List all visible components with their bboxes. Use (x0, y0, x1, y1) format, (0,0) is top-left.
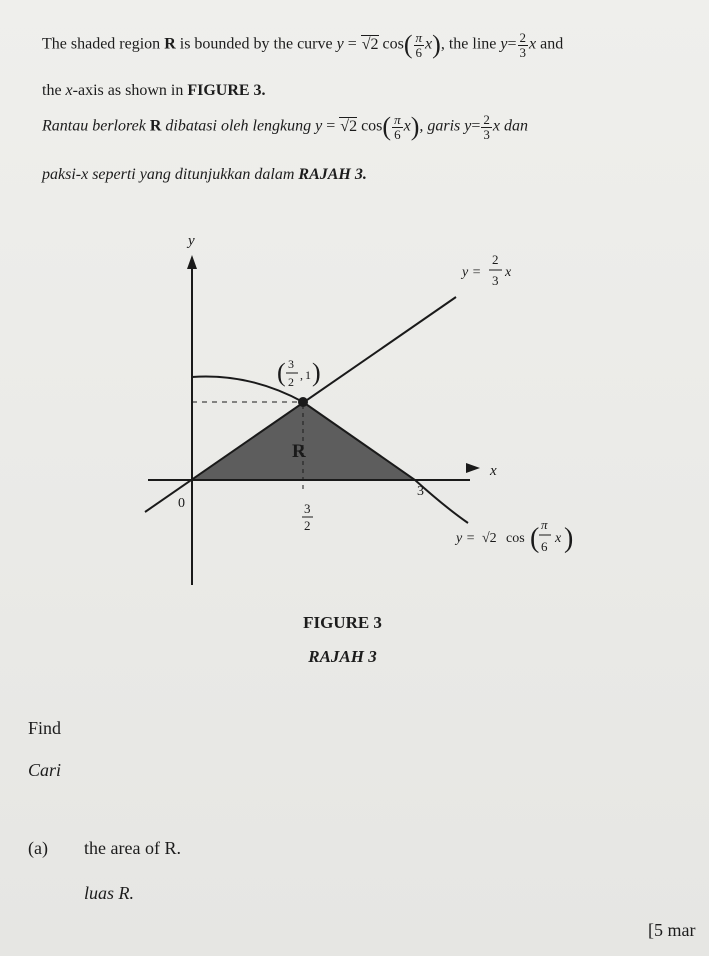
eq-var: x (425, 35, 433, 53)
part-a-text: the area of R. (84, 838, 181, 858)
x-tick-3-2-label (302, 501, 313, 533)
eq-sign: = (471, 117, 481, 135)
svg-text:2: 2 (304, 518, 311, 533)
eq-frac-pi6: $\frac{\pi}{6}$ (415, 29, 423, 60)
eq-var: y (500, 35, 508, 53)
question-text-en-2 (42, 82, 266, 100)
curve-equation-label (454, 517, 573, 554)
svg-text:√2: √2 (482, 531, 497, 546)
text-segment: The shaded region (42, 35, 161, 53)
svg-text:(: ( (530, 523, 540, 554)
point-label (277, 357, 321, 389)
eq-var: x (492, 117, 501, 135)
eq-sign: = (347, 35, 357, 53)
origin-label: 0 (178, 496, 185, 511)
eq-cos: cos (382, 35, 404, 53)
svg-text:2: 2 (288, 375, 294, 389)
svg-text:2: 2 (492, 252, 499, 267)
text-segment: , the line (440, 35, 497, 53)
eq-sqrt: √2 (361, 35, 379, 53)
eq-frac-23: $\frac{2}{3}$ (519, 29, 527, 60)
eq-var: y (464, 117, 472, 135)
question-text-ms-2 (42, 166, 367, 184)
text-segment: dibatasi oleh lengkung (165, 117, 312, 135)
eq-sign: = (507, 35, 517, 53)
region-name: R (149, 117, 162, 135)
svg-text:,: , (300, 368, 303, 382)
x-axis-label: x (490, 463, 497, 479)
figure-caption: FIGURE 3 (303, 613, 382, 632)
text-segment: dan (504, 117, 529, 135)
svg-text:x: x (555, 531, 562, 546)
svg-text:(: ( (277, 358, 286, 387)
svg-text:): ) (312, 358, 321, 387)
eq-sqrt: √2 (340, 117, 358, 135)
intersection-point (298, 397, 308, 407)
svg-text:cos: cos (506, 531, 525, 546)
text-segment: , garis (419, 117, 461, 135)
svg-text:3: 3 (288, 357, 294, 371)
region-r-label: R (292, 441, 306, 462)
eq-var: y (336, 35, 344, 53)
text-segment: the (42, 82, 62, 99)
x-tick-3-label: 3 (417, 484, 424, 499)
svg-text:3: 3 (492, 273, 499, 288)
text-segment: and (540, 35, 564, 53)
x-axis-arrow (466, 463, 480, 473)
svg-text:y =: y = (456, 531, 476, 546)
find-label: Find (28, 718, 62, 738)
svg-text:π: π (541, 517, 548, 532)
line-equation-label (460, 252, 512, 288)
marks-label: [5 mar (648, 920, 696, 940)
question-text-ms-1: Rantau berlorek R dibatasi oleh lengkung y = √2 cos( $\frac{\pi}{6}$ x), garis y= $\frac{2}{3}$ x dan (42, 111, 529, 142)
region-name: R (164, 35, 176, 53)
eq-var: x (65, 82, 73, 99)
svg-text:y =: y = (462, 265, 482, 280)
cari-label: Cari (28, 760, 62, 780)
svg-text:1: 1 (305, 368, 311, 382)
question-text-en-1: The shaded region R is bounded by the curve y = √2 cos( $\frac{\pi}{6}$ x), the line y= $\frac{2}{3}$ x and (42, 29, 564, 60)
eq-frac-pi6: $\frac{\pi}{6}$ (394, 111, 401, 142)
y-axis-arrow (187, 255, 197, 269)
svg-text:6: 6 (541, 539, 548, 554)
text-segment: -axis as shown in (72, 82, 184, 99)
eq-var: x (529, 35, 537, 53)
text-segment: is bounded by the curve (179, 35, 333, 53)
figure-ref: FIGURE 3. (187, 82, 266, 99)
y-axis-label: y (188, 233, 195, 249)
eq-sign: = (326, 117, 336, 135)
part-a-text-ms: luas R. (84, 883, 135, 903)
figure-ref: RAJAH 3. (298, 166, 367, 183)
rajah-caption: RAJAH 3 (308, 647, 377, 666)
part-a-label: (a) (28, 838, 48, 858)
text-segment: Rantau berlorek (42, 117, 146, 135)
eq-var: x (403, 117, 411, 135)
eq-frac-23: $\frac{2}{3}$ (483, 111, 490, 142)
text-segment: paksi-x seperti yang ditunjukkan dalam (42, 166, 295, 183)
svg-text:): ) (564, 523, 574, 554)
svg-text:3: 3 (304, 501, 311, 516)
eq-var: y (315, 117, 323, 135)
figure-3-graph (140, 225, 610, 585)
eq-cos: cos (361, 117, 383, 135)
svg-text:x: x (505, 265, 512, 280)
